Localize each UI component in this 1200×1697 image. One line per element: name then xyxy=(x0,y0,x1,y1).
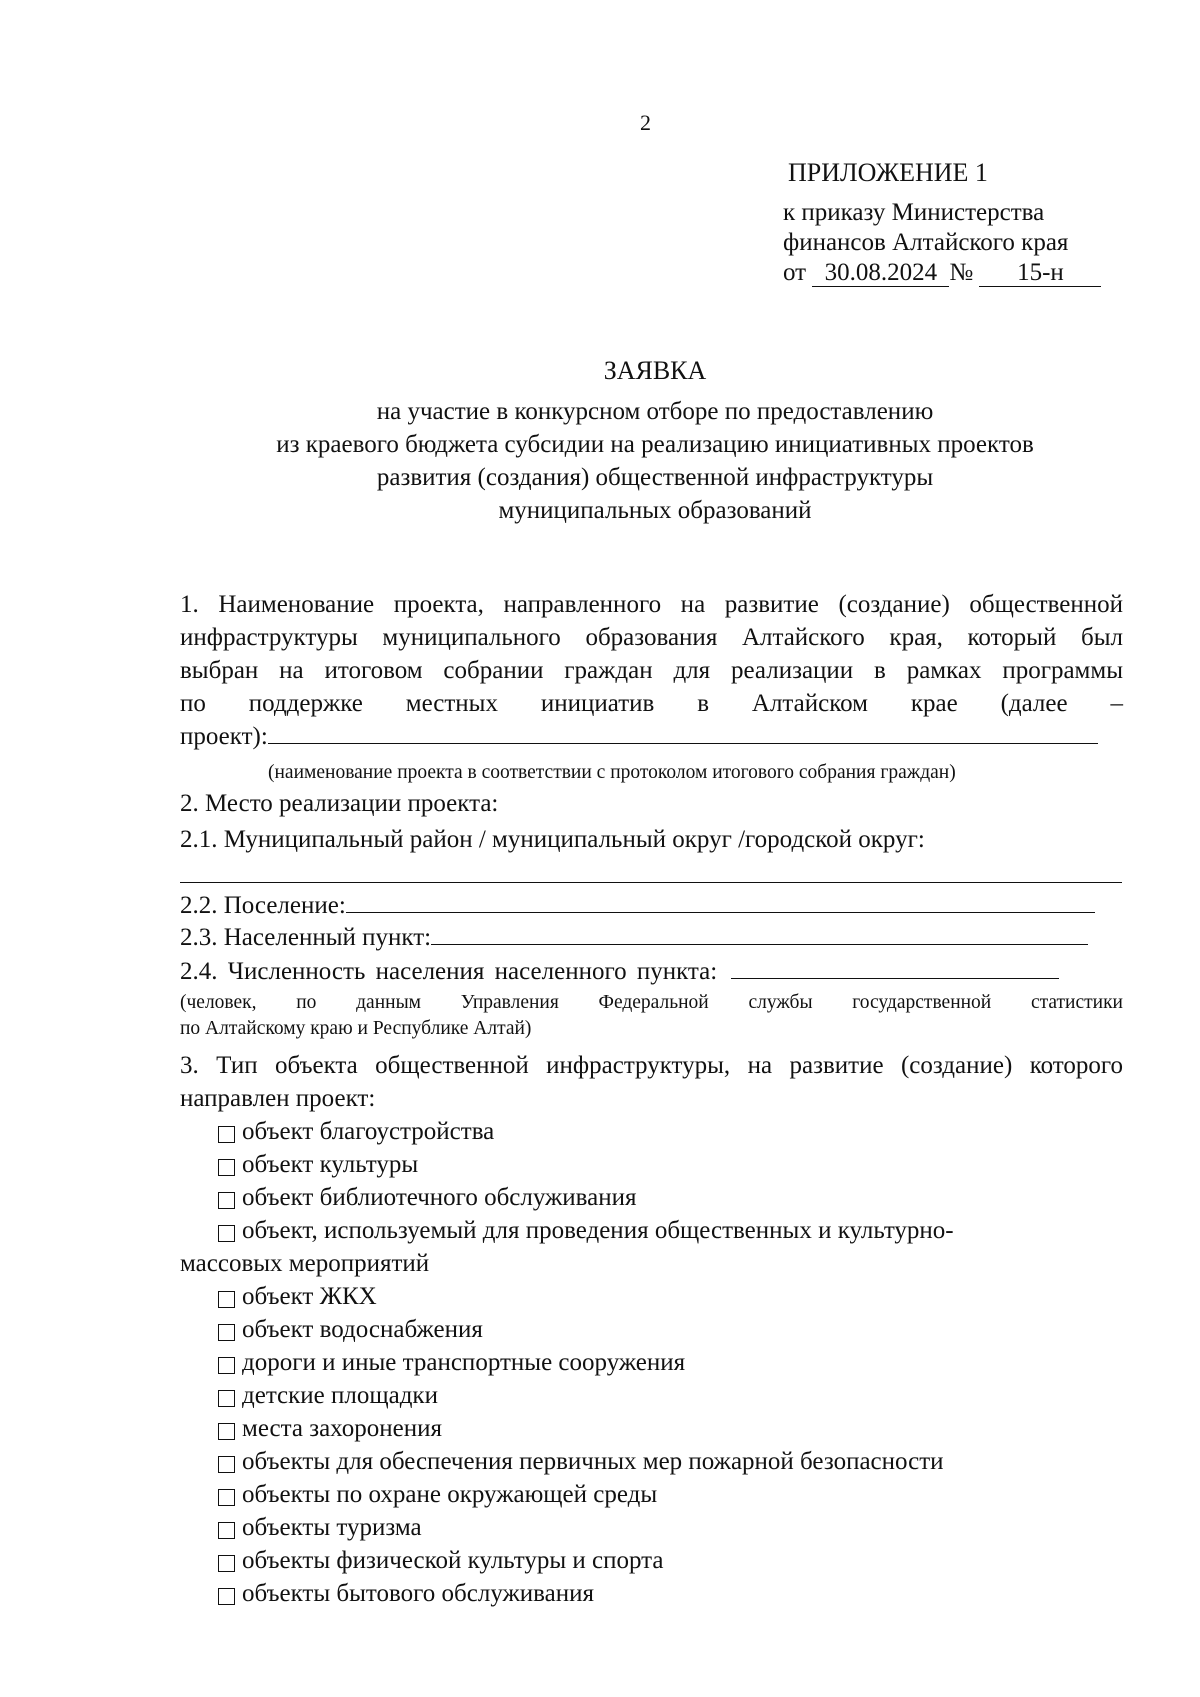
section-3-title-line-2: направлен проект: xyxy=(180,1085,376,1112)
checkbox-icon[interactable] xyxy=(218,1291,235,1308)
option-tourism[interactable]: объекты туризма xyxy=(218,1514,422,1542)
option-consumer-services[interactable]: объекты бытового обслуживания xyxy=(218,1580,594,1608)
checkbox-icon[interactable] xyxy=(218,1324,235,1341)
item-2-4-note-line-2: по Алтайскому краю и Республике Алтай) xyxy=(180,1018,532,1039)
population-field[interactable] xyxy=(731,958,1059,979)
checkbox-icon[interactable] xyxy=(218,1588,235,1605)
checkbox-icon[interactable] xyxy=(218,1522,235,1539)
municipality-field[interactable] xyxy=(180,882,1122,883)
document-title: ЗАЯВКА xyxy=(603,356,707,385)
option-fire-safety[interactable]: объекты для обеспечения первичных мер пожарной безопасности xyxy=(218,1448,944,1476)
project-label: проект): xyxy=(180,723,268,750)
checkbox-icon[interactable] xyxy=(218,1159,235,1176)
checkbox-icon[interactable] xyxy=(218,1423,235,1440)
section-1-paragraph xyxy=(180,588,1123,753)
item-2-4-row xyxy=(180,958,1059,986)
section-1-last-line xyxy=(180,720,1123,753)
option-public-events-continuation: массовых мероприятий xyxy=(180,1250,430,1277)
checkbox-icon[interactable] xyxy=(218,1456,235,1473)
settlement-field[interactable] xyxy=(346,892,1095,913)
option-roads[interactable]: дороги и иные транспортные сооружения xyxy=(218,1349,685,1377)
section-1-line: выбран на итоговом собрании граждан для реализации в рамках программы xyxy=(180,657,1123,684)
date-prefix: от xyxy=(783,259,807,286)
subtitle-line-2: из краевого бюджета субсидии на реализацию инициативных проектов xyxy=(276,431,1034,458)
option-library[interactable]: объект библиотечного обслуживания xyxy=(218,1184,637,1212)
item-2-3-row xyxy=(180,924,1088,952)
number-sign: № xyxy=(949,259,974,286)
section-1-line: инфраструктуры муниципального образования Алтайского края, который был xyxy=(180,624,1123,651)
section-3-title-line-1: 3. Тип объекта общественной инфраструктуры, на развитие (создание) которого xyxy=(180,1052,1123,1079)
item-2-2-row xyxy=(180,892,1095,920)
locality-field[interactable] xyxy=(431,924,1088,945)
appendix-line-1: к приказу Министерства xyxy=(783,199,1045,226)
project-name-hint: (наименование проекта в соответствии с протоколом итогового собрания граждан) xyxy=(268,762,956,783)
option-playgrounds[interactable]: детские площадки xyxy=(218,1382,438,1410)
appendix-line-2: финансов Алтайского края xyxy=(783,229,1069,256)
order-number-field: 15-н xyxy=(979,259,1101,287)
checkbox-icon[interactable] xyxy=(218,1357,235,1374)
subtitle-line-1: на участие в конкурсном отборе по предоставлению xyxy=(376,398,934,425)
item-2-2-label: 2.2. Поселение: xyxy=(180,892,346,919)
subtitle-line-3: развития (создания) общественной инфраструктуры xyxy=(376,464,934,491)
page-number: 2 xyxy=(640,110,651,135)
checkbox-icon[interactable] xyxy=(218,1390,235,1407)
subtitle-line-4: муниципальных образований xyxy=(498,497,812,524)
section-2-title: 2. Место реализации проекта: xyxy=(180,790,499,817)
option-public-events[interactable]: объект, используемый для проведения общественных и культурно- xyxy=(218,1217,954,1245)
checkbox-icon[interactable] xyxy=(218,1126,235,1143)
item-2-1-label: 2.1. Муниципальный район / муниципальный округ /городской округ: xyxy=(180,826,925,853)
checkbox-icon[interactable] xyxy=(218,1489,235,1506)
option-water-supply[interactable]: объект водоснабжения xyxy=(218,1316,483,1344)
order-date-field: 30.08.2024 xyxy=(812,259,949,287)
item-2-4-note-line-1: (человек, по данным Управления Федеральной службы государственной статистики xyxy=(180,992,1123,1013)
option-sports[interactable]: объекты физической культуры и спорта xyxy=(218,1547,664,1575)
checkbox-icon[interactable] xyxy=(218,1225,235,1242)
option-culture[interactable]: объект культуры xyxy=(218,1151,418,1179)
option-landscaping[interactable]: объект благоустройства xyxy=(218,1118,494,1146)
checkbox-icon[interactable] xyxy=(218,1555,235,1572)
appendix-date-line xyxy=(783,258,1101,288)
option-housing-utilities[interactable]: объект ЖКХ xyxy=(218,1283,377,1311)
option-environment[interactable]: объекты по охране окружающей среды xyxy=(218,1481,657,1509)
section-1-line: по поддержке местных инициатив в Алтайском крае (далее – xyxy=(180,690,1123,717)
item-2-4-label: 2.4. Численность населения населенного пункта: xyxy=(180,958,718,985)
option-burial-sites[interactable]: места захоронения xyxy=(218,1415,442,1443)
section-1-line: 1. Наименование проекта, направленного на развитие (создание) общественной xyxy=(180,591,1123,618)
appendix-title: ПРИЛОЖЕНИЕ 1 xyxy=(788,158,988,187)
project-name-field[interactable] xyxy=(268,721,1098,744)
item-2-3-label: 2.3. Населенный пункт: xyxy=(180,924,432,951)
checkbox-icon[interactable] xyxy=(218,1192,235,1209)
